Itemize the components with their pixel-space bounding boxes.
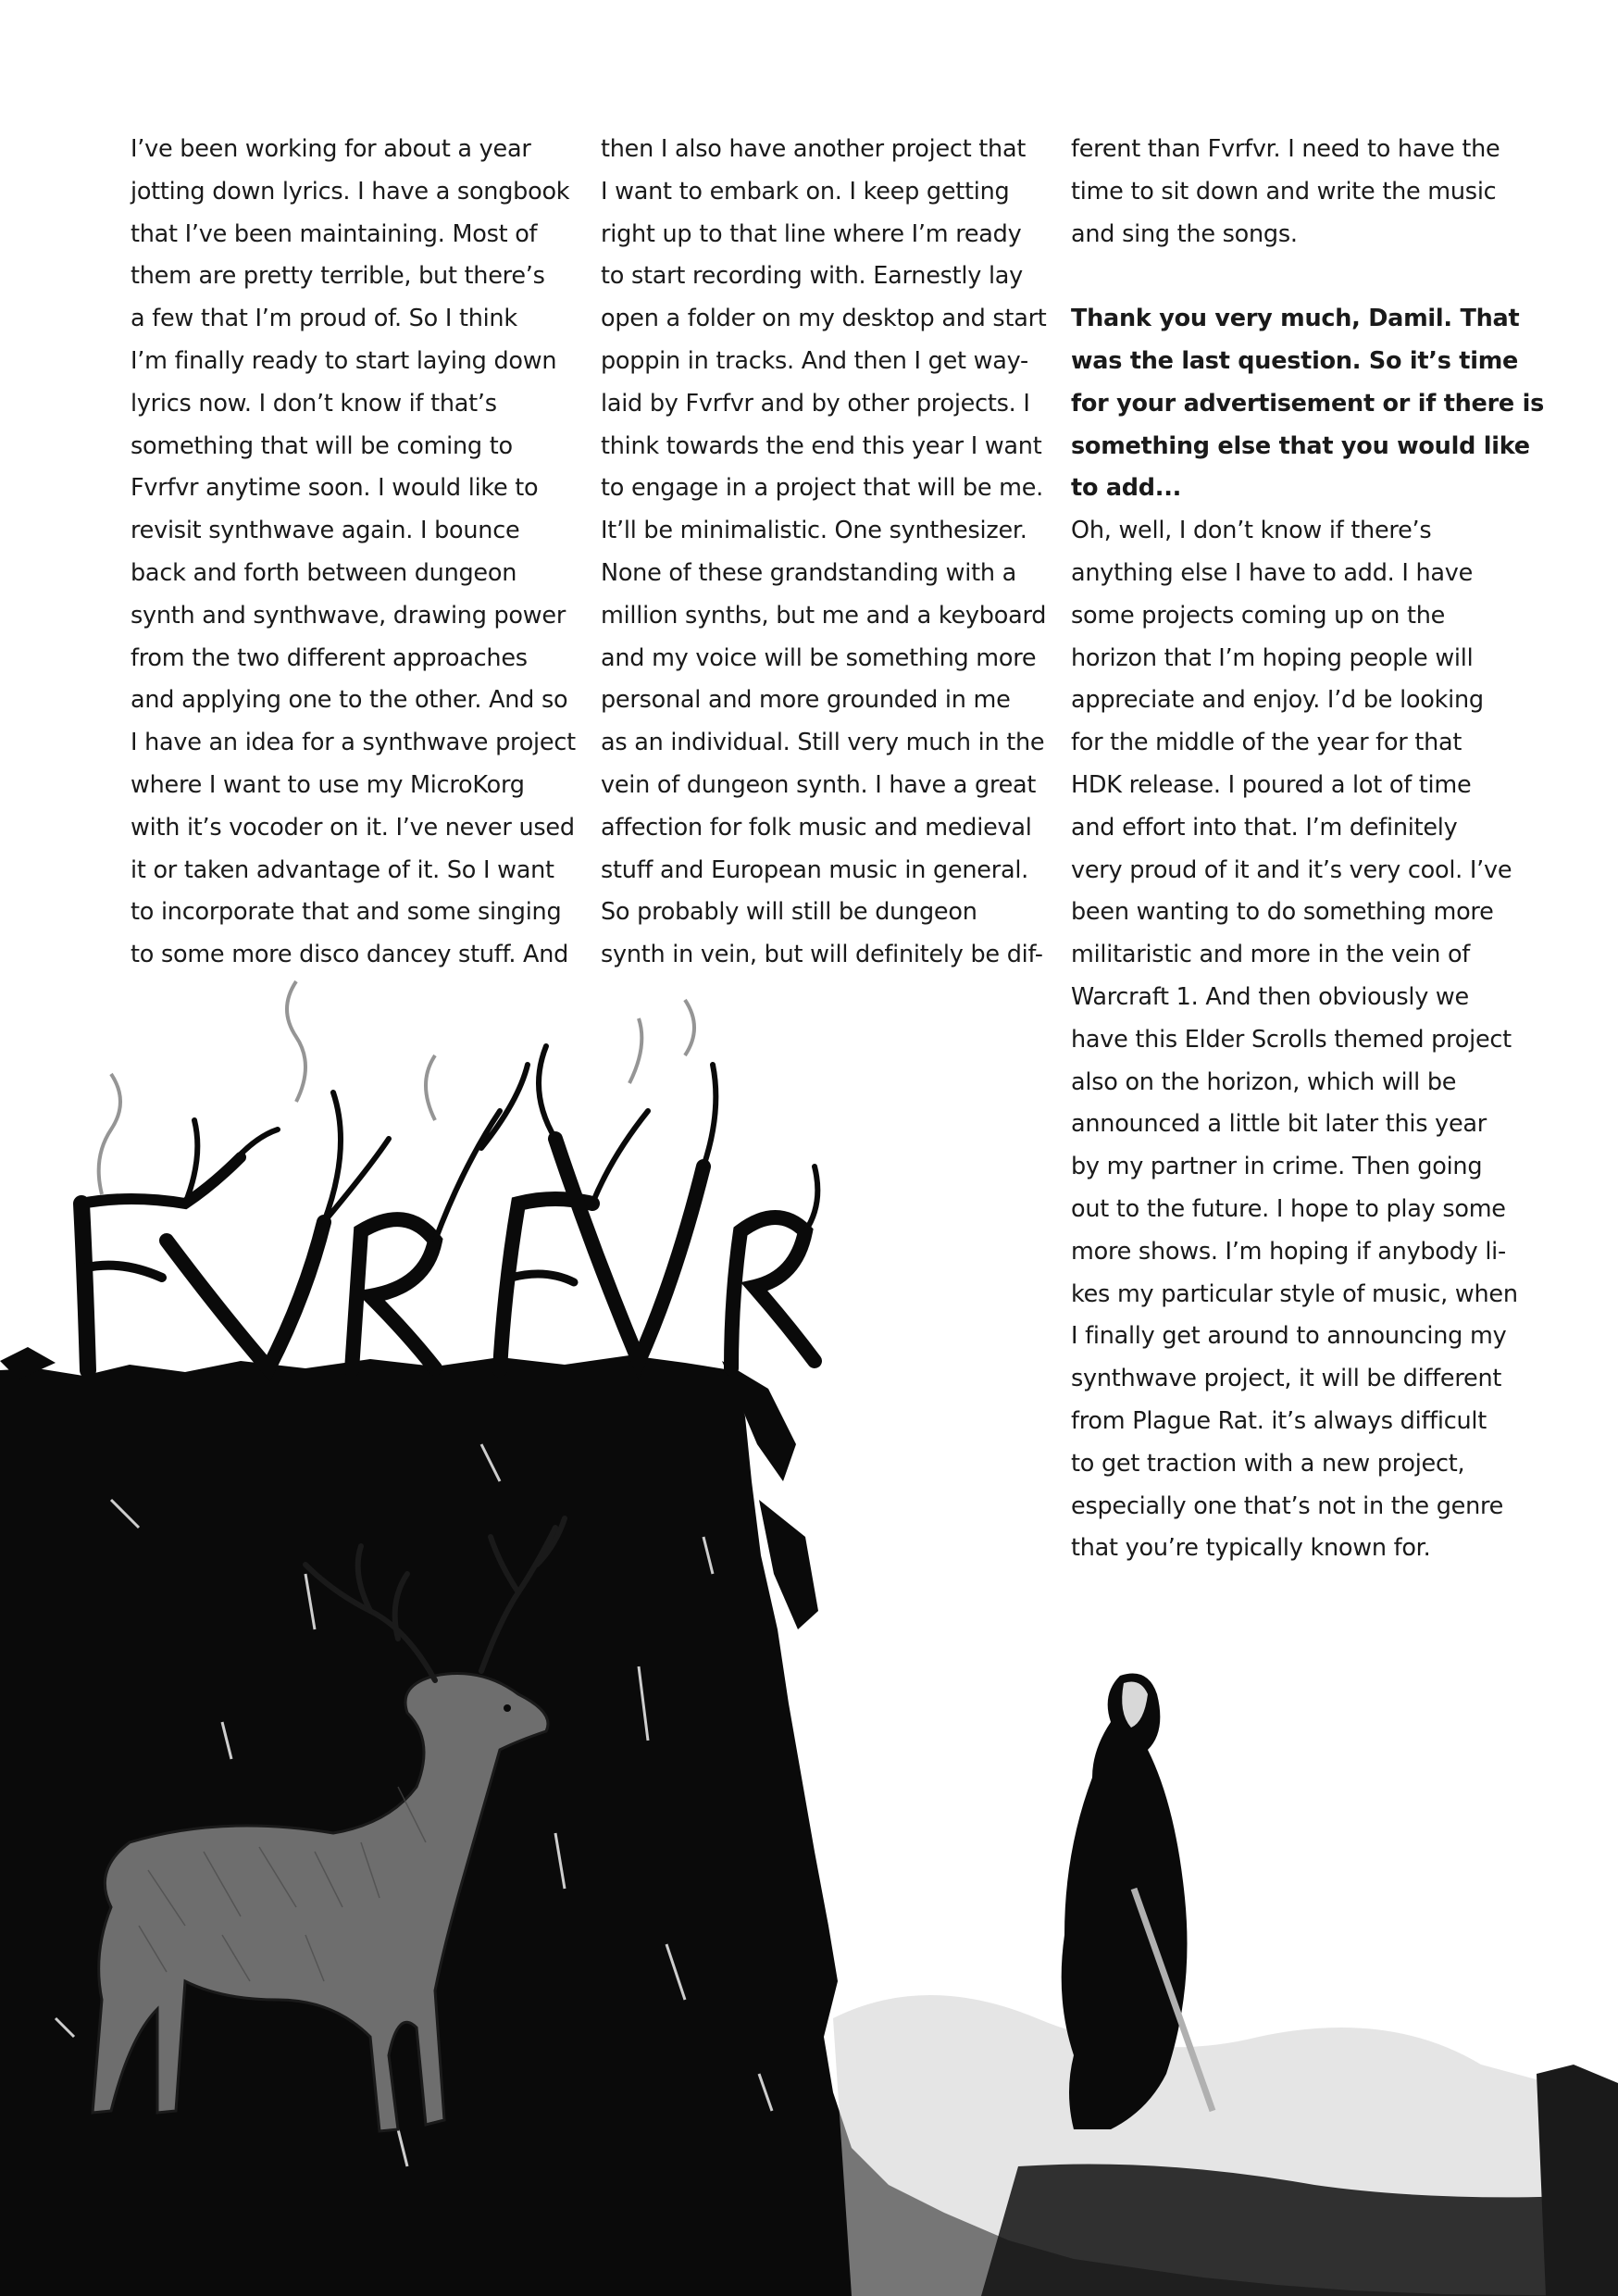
text-line: and sing the songs. bbox=[1071, 219, 1298, 248]
text-line: that I’ve been maintaining. Most of bbox=[131, 219, 538, 248]
text-line: for your advertisement or if there is bbox=[1071, 389, 1544, 418]
text-line: So probably will still be dungeon bbox=[601, 898, 977, 927]
text-line: It’ll be minimalistic. One synthesizer. bbox=[601, 517, 1027, 545]
text-line: as an individual. Still very much in the bbox=[601, 729, 1045, 757]
text-line: right up to that line where I’m ready bbox=[601, 219, 1022, 248]
text-line: jotting down lyrics. I have a songbook bbox=[131, 177, 570, 206]
text-line: and my voice will be something more bbox=[601, 643, 1037, 672]
text-column-3 bbox=[1071, 129, 1544, 1570]
text-line: open a folder on my desktop and start bbox=[601, 305, 1047, 333]
text-line: with it’s vocoder on it. I’ve never used bbox=[131, 813, 575, 842]
text-line: to engage in a project that will be me. bbox=[601, 474, 1044, 503]
text-line: to some more disco dancey stuff. And bbox=[131, 941, 569, 969]
text-line: ferent than Fvrfvr. I need to have the bbox=[1071, 135, 1500, 163]
text-line: some projects coming up on the bbox=[1071, 601, 1446, 630]
text-line: synth and synthwave, drawing power bbox=[131, 601, 566, 630]
text-line: where I want to use my MicroKorg bbox=[131, 770, 525, 799]
text-line: it or taken advantage of it. So I want bbox=[131, 855, 554, 884]
text-line: from the two different approaches bbox=[131, 643, 528, 672]
text-line: to add... bbox=[1071, 474, 1182, 503]
text-line: Oh, well, I don’t know if there’s bbox=[1071, 517, 1432, 545]
paragraph-gap bbox=[1071, 256, 1497, 298]
text-line: a few that I’m proud of. So I think bbox=[131, 305, 517, 333]
text-line: anything else I have to add. I have bbox=[1071, 558, 1474, 587]
text-line: synthwave project, it will be different bbox=[1071, 1365, 1502, 1393]
text-line: more shows. I’m hoping if anybody li- bbox=[1071, 1237, 1506, 1266]
text-line: have this Elder Scrolls themed project bbox=[1071, 1025, 1512, 1054]
text-line: out to the future. I hope to play some bbox=[1071, 1194, 1506, 1223]
text-line: I’ve been working for about a year bbox=[131, 135, 531, 163]
text-line: horizon that I’m hoping people will bbox=[1071, 643, 1474, 672]
text-line: then I also have another project that bbox=[601, 135, 1027, 163]
text-line: Fvrfvr anytime soon. I would like to bbox=[131, 474, 539, 503]
text-line: announced a little bit later this year bbox=[1071, 1110, 1487, 1139]
text-line: synth in vein, but will definitely be dif- bbox=[601, 941, 1043, 969]
text-line: Thank you very much, Damil. That bbox=[1071, 305, 1520, 333]
text-line: something that will be coming to bbox=[131, 431, 513, 460]
text-line: think towards the end this year I want bbox=[601, 431, 1042, 460]
text-line: I have an idea for a synthwave project bbox=[131, 729, 576, 757]
text-line: to incorporate that and some singing bbox=[131, 898, 562, 927]
text-line: to get traction with a new project, bbox=[1071, 1449, 1465, 1478]
interview-answer bbox=[1071, 510, 1518, 1570]
text-line: also on the horizon, which will be bbox=[1071, 1067, 1457, 1096]
text-line: to start recording with. Earnestly lay bbox=[601, 262, 1023, 291]
text-line: back and forth between dungeon bbox=[131, 558, 517, 587]
text-line: and applying one to the other. And so bbox=[131, 686, 568, 715]
text-line: by my partner in crime. Then going bbox=[1071, 1153, 1483, 1181]
text-line: million synths, but me and a keyboard bbox=[601, 601, 1047, 630]
text-line: stuff and European music in general. bbox=[601, 855, 1029, 884]
text-line: was the last question. So it’s time bbox=[1071, 346, 1519, 375]
text-line: appreciate and enjoy. I’d be looking bbox=[1071, 686, 1484, 715]
text-line: personal and more grounded in me bbox=[601, 686, 1011, 715]
text-line: None of these grandstanding with a bbox=[601, 558, 1017, 587]
text-line: vein of dungeon synth. I have a great bbox=[601, 770, 1037, 799]
text-line: I finally get around to announcing my bbox=[1071, 1322, 1507, 1351]
text-line: and effort into that. I’m definitely bbox=[1071, 813, 1458, 842]
text-line: poppin in tracks. And then I get way- bbox=[601, 346, 1028, 375]
branch-logo bbox=[81, 1046, 817, 1370]
text-line: time to sit down and write the music bbox=[1071, 177, 1497, 206]
interview-question bbox=[1071, 298, 1544, 510]
text-line: lyrics now. I don’t know if that’s bbox=[131, 389, 497, 418]
text-line: kes my particular style of music, when bbox=[1071, 1279, 1518, 1308]
text-line: something else that you would like bbox=[1071, 431, 1530, 460]
text-line: affection for folk music and medieval bbox=[601, 813, 1032, 842]
text-line: them are pretty terrible, but there’s bbox=[131, 262, 545, 291]
text-line: from Plague Rat. it’s always difficult bbox=[1071, 1406, 1487, 1435]
text-line: that you’re typically known for. bbox=[1071, 1534, 1431, 1563]
text-line: very proud of it and it’s very cool. I’ve bbox=[1071, 855, 1512, 884]
text-line: been wanting to do something more bbox=[1071, 898, 1494, 927]
column-3-intro-paragraph bbox=[1071, 129, 1500, 256]
text-line: HDK release. I poured a lot of time bbox=[1071, 770, 1472, 799]
text-line: for the middle of the year for that bbox=[1071, 729, 1462, 757]
text-line: laid by Fvrfvr and by other projects. I bbox=[601, 389, 1030, 418]
text-line: I’m finally ready to start laying down bbox=[131, 346, 557, 375]
text-line: revisit synthwave again. I bounce bbox=[131, 517, 520, 545]
text-line: I want to embark on. I keep getting bbox=[601, 177, 1010, 206]
text-line: militaristic and more in the vein of bbox=[1071, 941, 1471, 969]
text-line: Warcraft 1. And then obviously we bbox=[1071, 982, 1469, 1011]
text-line: especially one that’s not in the genre bbox=[1071, 1491, 1504, 1520]
